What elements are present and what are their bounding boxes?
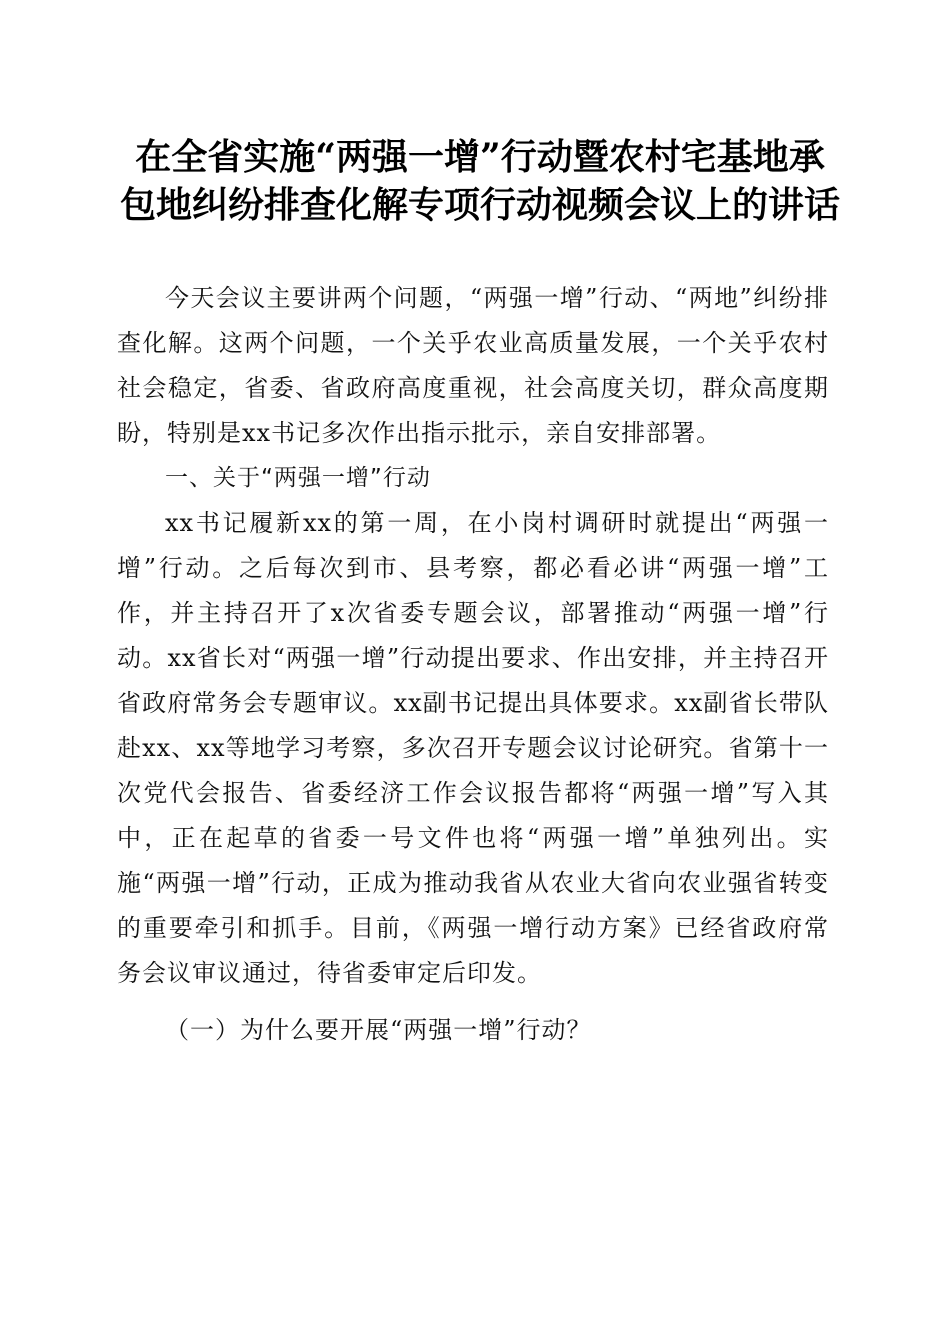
title-line-2: 包地纠纷排查化解专项行动视频会议上的讲话 bbox=[119, 184, 840, 226]
document-body bbox=[117, 276, 829, 1053]
title-line-1: 在全省实施“两强一增”行动暨农村宅基地承 bbox=[135, 136, 825, 178]
document-title bbox=[110, 133, 850, 229]
subsection-heading-1: （一）为什么要开展“两强一增”行动？ bbox=[165, 1016, 592, 1044]
intro-paragraph: 今天会议主要讲两个问题，“两强一增”行动、“两地”纠纷排查化解。这两个问题，一个关乎农业高质量发展，一个关乎农村社会稳定，省委、省政府高度重视，社会高度关切，群众高度期盼，特别是xx书记多次作出指示批示，亲自安排部署。 bbox=[117, 284, 829, 447]
section-heading-1: 一、关于“两强一增”行动 bbox=[165, 465, 431, 491]
section-1-paragraph: xx书记履新xx的第一周，在小岗村调研时就提出“两强一增”行动。之后每次到市、县考察，都必看必讲“两强一增”工作，并主持召开了x次省委专题会议，部署推动“两强一增”行动。xx省长对“两强一增”行动提出要求、作出安排，并主持召开省政府常务会专题审议。xx副书记提出具体要求。xx副省长带队赴xx、xx等地学习考察，多次召开专题会议讨论研究。省第十一次党代会报告、省委经济工作会议报告都将“两强一增”写入其中，正在起草的省委一号文件也将“两强一增”单独列出。实施“两强一增”行动，正成为推动我省从农业大省向农业强省转变的重要牵引和抓手。目前，《两强一增行动方案》已经省政府常务会议审议通过，待省委审定后印发。 bbox=[117, 509, 829, 987]
